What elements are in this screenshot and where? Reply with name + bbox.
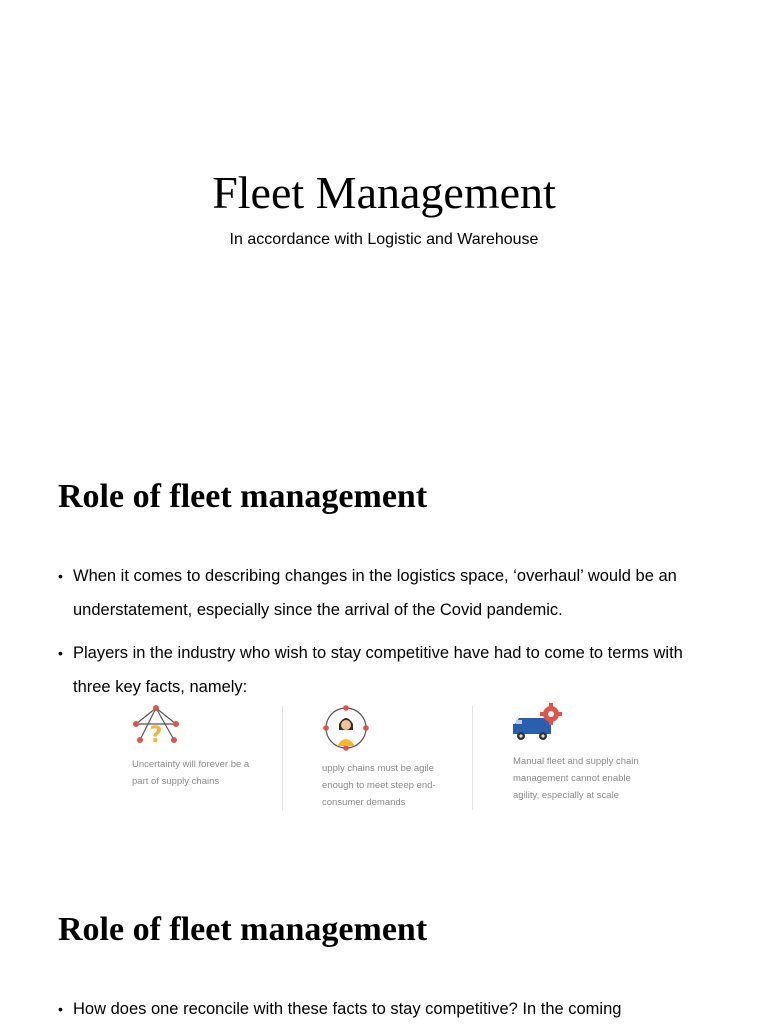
bullet-glyph: •: [58, 645, 63, 661]
fact-manual-management: [473, 702, 662, 812]
list-item: [58, 992, 708, 1026]
bullet-list-2: [58, 992, 708, 1035]
bullet-list-1: [58, 559, 708, 713]
bullet-text: How does one reconcile with these facts to stay competitive? In the coming: [73, 1000, 622, 1018]
fact-agility: [283, 702, 473, 812]
person-network-icon: [321, 704, 371, 752]
list-item: [58, 636, 708, 704]
section-heading-2: Role of fleet management: [58, 911, 428, 948]
bullet-glyph: •: [58, 1001, 63, 1017]
section-heading-1: Role of fleet management: [58, 478, 428, 515]
fact-caption: Manual fleet and supply chain management cannot enable agility, especially at scale: [513, 756, 639, 801]
uncertainty-network-icon: [130, 702, 182, 748]
fact-caption: Uncertainty will forever be a part of supply chains: [132, 759, 250, 787]
page-subtitle: In accordance with Logistic and Warehouse: [229, 231, 539, 248]
truck-gear-icon: [511, 702, 565, 744]
key-facts-graphic: [122, 702, 662, 812]
bullet-glyph: •: [58, 568, 63, 584]
list-item: [58, 559, 708, 627]
page-title: Fleet Management: [212, 167, 556, 218]
bullet-text: Players in the industry who wish to stay competitive have had to come to terms with three key facts, namely:: [73, 644, 683, 696]
bullet-text: When it comes to describing changes in the logistics space, ‘overhaul’ would be an understatement, especially since the arrival of the Covid pandemic.: [73, 567, 677, 619]
fact-caption: upply chains must be agile enough to meet steep end- consumer demands: [322, 763, 436, 808]
fact-uncertainty: [122, 702, 282, 812]
svg-text:?: ?: [149, 723, 163, 748]
